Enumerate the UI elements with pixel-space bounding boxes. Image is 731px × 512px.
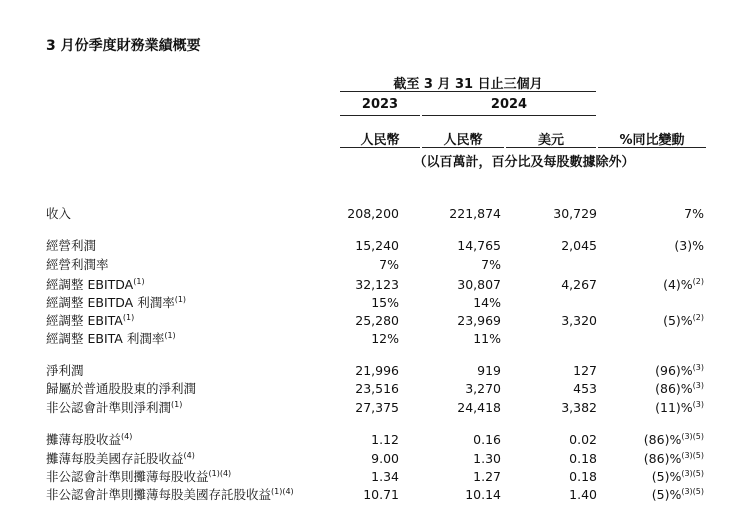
value-2023-rmb [379,256,399,273]
row-label-footnote: (1) [164,330,176,340]
value-yoy-change-text: (3)% [674,238,704,253]
value-2023-rmb [355,276,399,293]
value-yoy-change [674,237,704,254]
value-2023-rmb-text: 23,516 [355,381,399,396]
value-yoy-change [644,431,704,448]
value-2024-rmb-text: 23,969 [457,313,501,328]
value-2023-rmb-text: 1.34 [371,469,399,484]
value-2024-rmb-text: 11% [473,331,501,346]
row-label-text: 經營利潤 [46,238,97,253]
row-label [46,399,182,416]
value-2024-usd-text: 2,045 [561,238,597,253]
value-2024-rmb [473,330,501,347]
value-2024-rmb-text: 24,418 [457,400,501,415]
table-row [0,380,731,397]
yoy-footnote: (3) [692,399,704,409]
value-2024-rmb-text: 0.16 [473,432,501,447]
value-2024-usd [561,276,597,293]
yoy-footnote: (2) [692,276,704,286]
value-2024-rmb [457,276,501,293]
table-row [0,256,731,273]
row-label-text: 非公認會計準則攤薄每股收益 [46,469,209,484]
period-header: 截至 3 月 31 日止三個月 [393,77,543,92]
value-2023-rmb [371,450,399,467]
value-yoy-change [655,380,704,397]
column-header-underline-rmb-2024 [422,147,504,148]
value-yoy-change-text: (5)% [651,469,682,484]
table-row [0,431,731,448]
value-2023-rmb-text: 15,240 [355,238,399,253]
value-yoy-change-text: (86)% [643,432,682,447]
row-label-text: 非公認會計準則攤薄每股美國存託股收益 [46,487,272,502]
value-2024-usd [573,362,597,379]
row-label-text: 歸屬於普通股股東的淨利潤 [46,381,197,396]
row-label-text: 非公認會計準則淨利潤 [46,400,172,415]
value-2023-rmb [371,431,399,448]
yoy-footnote: (3)(5) [681,431,704,441]
value-2024-rmb [457,312,501,329]
yoy-footnote: (3)(5) [681,450,704,460]
table-row [0,205,731,222]
value-2024-rmb-text: 14% [473,295,501,310]
value-2023-rmb-text: 21,996 [355,363,399,378]
value-2023-rmb-text: 9.00 [371,451,399,466]
value-2024-usd-text: 3,320 [561,313,597,328]
table-row [0,312,731,329]
value-2024-rmb [457,237,501,254]
value-2024-usd [561,237,597,254]
yoy-footnote: (3) [692,362,704,372]
value-yoy-change [655,399,704,416]
value-2024-rmb [473,431,501,448]
value-2024-rmb [477,362,501,379]
value-2023-rmb-text: 27,375 [355,400,399,415]
table-row [0,362,731,379]
value-2024-usd [569,486,597,503]
table-row [0,276,731,293]
column-header-rmb-2023: 人民幣 [360,133,400,148]
value-2024-usd [569,431,597,448]
value-2024-rmb-text: 3,270 [465,381,501,396]
value-2023-rmb-text: 25,280 [355,313,399,328]
value-2024-usd [573,380,597,397]
row-label [46,237,96,254]
value-2024-usd-text: 0.02 [569,432,597,447]
row-label [46,450,195,467]
table-row [0,330,731,347]
row-label-text: 收入 [46,206,72,221]
row-label [46,276,145,293]
table-row [0,486,731,503]
value-2023-rmb-text: 32,123 [355,277,399,292]
value-yoy-change-text: 7% [684,206,704,221]
row-label-footnote: (1)(4) [208,468,232,478]
year-2023-underline [340,115,420,116]
value-2024-rmb [465,486,501,503]
value-2024-usd-text: 1.40 [569,487,597,502]
value-yoy-change-text: (5)% [651,487,682,502]
value-2024-usd-text: 0.18 [569,469,597,484]
value-2023-rmb-text: 7% [379,257,399,272]
value-2023-rmb [355,362,399,379]
value-2024-usd-text: 127 [573,363,597,378]
value-yoy-change [663,312,704,329]
value-2024-usd [569,468,597,485]
value-yoy-change-text: (96)% [655,363,693,378]
row-label [46,431,132,448]
value-2024-rmb [473,450,501,467]
row-label-footnote: (4) [183,450,195,460]
row-label-text: 經調整 EBITA [46,313,123,328]
table-row [0,399,731,416]
column-header-underline-rmb-2023 [340,147,420,148]
year-2023-header: 2023 [361,97,399,112]
period-underline [340,91,596,92]
value-2023-rmb [355,380,399,397]
value-yoy-change [655,362,704,379]
table-row [0,468,731,485]
value-2023-rmb-text: 10.71 [363,487,399,502]
value-yoy-change-text: (4)% [663,277,693,292]
value-2024-rmb [473,468,501,485]
row-label [46,486,294,503]
row-label-footnote: (1)(4) [271,486,294,496]
value-2023-rmb [347,205,399,222]
table-row [0,237,731,254]
value-2024-usd [569,450,597,467]
value-2023-rmb [371,468,399,485]
value-yoy-change-text: (11)% [655,400,693,415]
value-2023-rmb [363,486,399,503]
yoy-footnote: (3)(5) [681,486,704,496]
row-label-footnote: (1) [122,312,135,322]
units-note: （以百萬計，百分比及每股數據除外） [413,155,635,170]
row-label [46,294,186,311]
row-label [46,362,84,379]
value-2023-rmb [355,237,399,254]
value-2023-rmb [355,399,399,416]
column-header-underline-usd [506,147,596,148]
value-yoy-change [684,205,704,222]
column-header-yoy: %同比變動 [619,133,685,148]
value-2024-usd [561,399,597,416]
value-2023-rmb-text: 15% [371,295,399,310]
row-label [46,380,196,397]
value-yoy-change-text: (5)% [663,313,693,328]
value-2024-usd-text: 30,729 [553,206,597,221]
value-2024-rmb [473,294,501,311]
table-row [0,450,731,467]
value-2024-usd-text: 3,382 [561,400,597,415]
yoy-footnote: (3) [692,380,704,390]
value-2024-usd-text: 453 [573,381,597,396]
value-2024-rmb [449,205,501,222]
value-yoy-change-text: (86)% [655,381,693,396]
yoy-footnote: (2) [692,312,704,322]
value-2024-usd [561,312,597,329]
value-2024-rmb-text: 919 [477,363,501,378]
value-2024-rmb [457,399,501,416]
value-2024-usd-text: 0.18 [569,451,597,466]
row-label [46,468,231,485]
column-header-usd: 美元 [537,133,564,148]
row-label-text: 經調整 EBITA 利潤率 [46,331,165,346]
value-2023-rmb [371,330,399,347]
value-2024-rmb-text: 221,874 [449,206,501,221]
yoy-footnote: (3)(5) [681,468,704,478]
value-2024-usd-text: 4,267 [561,277,597,292]
column-header-rmb-2024: 人民幣 [443,133,483,148]
row-label-text: 攤薄每股美國存託股收益 [46,451,184,466]
value-yoy-change [644,450,704,467]
row-label-footnote: (1) [171,399,183,409]
year-2024-header: 2024 [490,97,528,112]
page-title: 3 月份季度財務業績概要 [46,38,201,54]
value-2024-rmb [481,256,501,273]
table-row [0,294,731,311]
row-label-text: 經調整 EBITDA 利潤率 [46,295,175,310]
row-label-footnote: (1) [133,276,145,286]
value-2023-rmb-text: 208,200 [347,206,399,221]
value-2024-rmb-text: 10.14 [465,487,501,502]
row-label [46,256,109,273]
row-label [46,312,134,329]
row-label-text: 攤薄每股收益 [46,432,122,447]
year-2024-underline [422,115,596,116]
row-label-text: 經調整 EBITDA [46,277,134,292]
row-label-text: 經營利潤率 [46,257,109,272]
value-2023-rmb-text: 1.12 [371,432,399,447]
value-2023-rmb-text: 12% [371,331,399,346]
row-label [46,205,71,222]
value-2024-rmb-text: 14,765 [457,238,501,253]
row-label [46,330,176,347]
value-yoy-change-text: (86)% [643,451,682,466]
value-2024-rmb-text: 1.30 [473,451,501,466]
value-yoy-change [652,468,704,485]
value-yoy-change [652,486,704,503]
row-label-footnote: (4) [121,431,133,441]
value-2024-rmb-text: 1.27 [473,469,501,484]
column-header-underline-yoy [598,147,706,148]
value-yoy-change [663,276,704,293]
value-2023-rmb [371,294,399,311]
row-label-footnote: (1) [174,294,187,304]
row-label-text: 淨利潤 [46,363,84,378]
value-2024-rmb [465,380,501,397]
value-2024-usd [553,205,597,222]
value-2023-rmb [355,312,399,329]
value-2024-rmb-text: 7% [481,257,501,272]
value-2024-rmb-text: 30,807 [457,277,501,292]
